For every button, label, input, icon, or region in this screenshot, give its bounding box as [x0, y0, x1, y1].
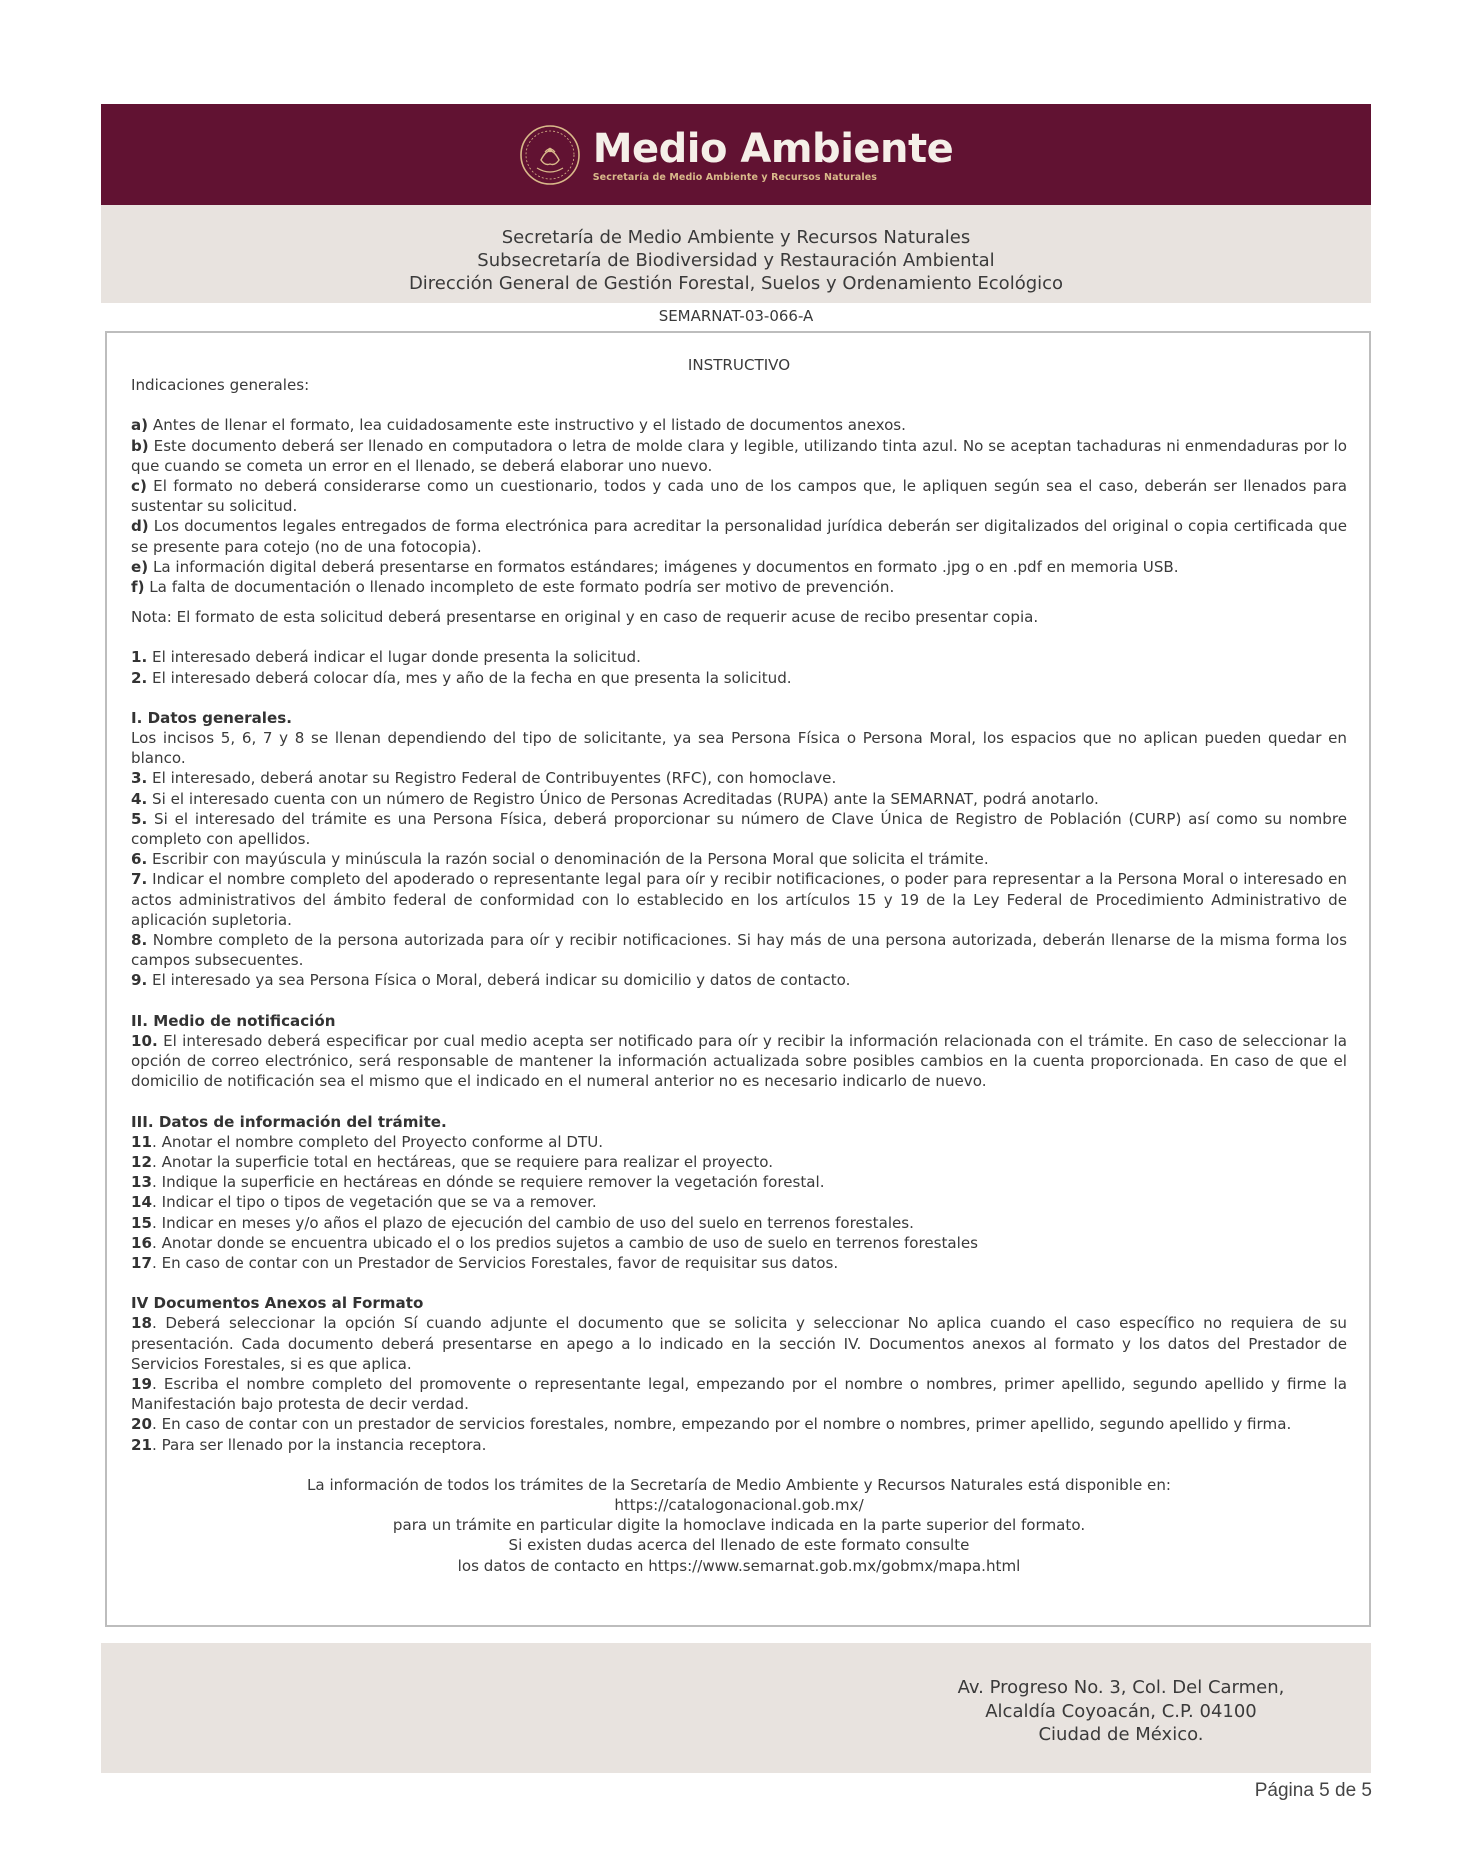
- list-item: 9. El interesado ya sea Persona Física o Moral, deberá indicar su domicilio y datos de contacto.: [131, 971, 851, 990]
- logo: [519, 124, 954, 186]
- national-seal-icon: [519, 124, 581, 186]
- list-item: b) Este documento deberá ser llenado en computadora o letra de molde clara y legible, utilizando tinta azul. No se aceptan tachaduras ni enmendaduras por lo que cuando se cometa un error en el llenado, se deberá elaborar uno nuevo.: [131, 436, 1347, 475]
- header-banner: [101, 104, 1371, 205]
- agency-line: Secretaría de Medio Ambiente y Recursos Naturales: [501, 227, 971, 248]
- section-intro: Los incisos 5, 6, 7 y 8 se llenan dependiendo del tipo de solicitante, ya sea Persona Física o Persona Moral, los espacios que no aplican pueden quedar en blanco.: [131, 729, 1347, 768]
- note: Nota: El formato de esta solicitud deberá presentarse en original y en caso de requerir acuse de recibo presentar copia.: [131, 608, 1039, 627]
- address-line: Av. Progreso No. 3, Col. Del Carmen,: [957, 1677, 1285, 1698]
- instructions-content: [131, 355, 1347, 1576]
- catalog-link[interactable]: https://catalogonacional.gob.mx/: [614, 1495, 864, 1514]
- instructions-box: [105, 331, 1371, 1627]
- list-item: 4. Si el interesado cuenta con un número de Registro Único de Personas Acreditadas (RUPA) ante la SEMARNAT, podrá anotarlo.: [131, 789, 1099, 808]
- footer-band: [101, 1643, 1371, 1773]
- address-line: Alcaldía Coyoacán, C.P. 04100: [985, 1700, 1257, 1722]
- list-item: 8. Nombre completo de la persona autorizada para oír y recibir notificaciones. Si hay más de una persona autorizada, deberán llenarse de la misma forma los campos subsecuentes.: [131, 931, 1347, 970]
- instructions-title: INSTRUCTIVO: [687, 356, 791, 374]
- agency-line: Subsecretaría de Biodiversidad y Restauración Ambiental: [477, 250, 995, 271]
- list-item: a) Antes de llenar el formato, lea cuidadosamente este instructivo y el listado de documentos anexos.: [131, 416, 906, 435]
- address-line: Ciudad de México.: [1038, 1724, 1204, 1745]
- brand-subtitle: Secretaría de Medio Ambiente y Recursos Naturales: [592, 171, 878, 183]
- list-item: 2. El interesado deberá colocar día, mes y año de la fecha en que presenta la solicitud.: [131, 668, 792, 687]
- list-item: 5. Si el interesado del trámite es una Persona Física, deberá proporcionar su número de Clave Única de Registro de Población (CURP) así como su nombre completo con apellidos.: [131, 809, 1347, 849]
- footer-address: [921, 1676, 1321, 1747]
- closing-line: para un trámite en particular digite la homoclave indicada en la parte superior del formato.: [392, 1516, 1086, 1535]
- closing-line: Si existen dudas acerca del llenado de este formato consulte: [508, 1536, 970, 1555]
- list-item: 14. Indicar el tipo o tipos de vegetación que se va a remover.: [131, 1193, 597, 1212]
- list-item: f) La falta de documentación o llenado incompleto de este formato podría ser motivo de prevención.: [131, 578, 895, 597]
- list-item: 6. Escribir con mayúscula y minúscula la razón social o denominación de la Persona Moral que solicita el trámite.: [131, 850, 989, 869]
- list-item: 16. Anotar donde se encuentra ubicado el o los predios sujetos a cambio de uso de suelo en terrenos forestales: [131, 1233, 979, 1252]
- list-item: 11. Anotar el nombre completo del Proyecto conforme al DTU.: [131, 1132, 604, 1151]
- section-heading: IV Documentos Anexos al Formato: [131, 1294, 424, 1313]
- contact-link[interactable]: los datos de contacto en https://www.semarnat.gob.mx/gobmx/mapa.html: [457, 1556, 1021, 1575]
- list-item: d) Los documentos legales entregados de forma electrónica para acreditar la personalidad jurídica deberán ser digitalizados del original o copia certificada que se presente para cotejo (no de una fotocopia).: [131, 517, 1347, 556]
- agency-header: [101, 205, 1371, 303]
- list-item: 17. En caso de contar con un Prestador de Servicios Forestales, favor de requisitar sus datos.: [131, 1253, 839, 1272]
- page-number: Página 5 de 5: [1254, 1780, 1372, 1801]
- list-item: 13. Indique la superficie en hectáreas en dónde se requiere remover la vegetación forestal.: [131, 1173, 825, 1192]
- list-item: 12. Anotar la superficie total en hectáreas, que se requiere para realizar el proyecto.: [131, 1152, 774, 1171]
- list-item: 7. Indicar el nombre completo del apoderado o representante legal para oír y recibir notificaciones, o poder para representar a la Persona Moral o interesado en actos administrativos del ámbito federal de conformidad con lo establecido en los artículos 15 y 19 de la Ley Federal de Procedimiento Administrativo de aplicación supletoria.: [131, 870, 1347, 929]
- list-item: 10. El interesado deberá especificar por cual medio acepta ser notificado para oír y recibir la información relacionada con el trámite. En caso de seleccionar la opción de correo electrónico, será responsable de mantener la información actualizada sobre posibles cambios en la cuenta proporcionada. En caso de que el domicilio de notificación sea el mismo que el indicado en el numeral anterior no es necesario indicarlo de nuevo.: [131, 1031, 1347, 1091]
- agency-line: Dirección General de Gestión Forestal, Suelos y Ordenamiento Ecológico: [408, 273, 1064, 294]
- section-heading: II. Medio de notificación: [131, 1011, 336, 1030]
- section-heading: I. Datos generales.: [131, 708, 292, 727]
- list-item: 21. Para ser llenado por la instancia receptora.: [131, 1435, 487, 1454]
- list-item: 3. El interesado, deberá anotar su Registro Federal de Contribuyentes (RFC), con homoclave.: [131, 769, 837, 788]
- list-item: c) El formato no deberá considerarse como un cuestionario, todos y cada uno de los campos que, le apliquen según sea el caso, deberán ser llenados para sustentar su solicitud.: [131, 477, 1347, 516]
- brand-name: Medio Ambiente: [592, 125, 954, 172]
- list-item: 20. En caso de contar con un prestador de servicios forestales, nombre, empezando por el nombre o nombres, primer apellido, segundo apellido y firma.: [131, 1415, 1292, 1434]
- list-item: 19. Escriba el nombre completo del promovente o representante legal, empezando por el nombre o nombres, primer apellido, segundo apellido y firme la Manifestación bajo protesta de decir verdad.: [131, 1374, 1347, 1414]
- list-item: 1. El interesado deberá indicar el lugar donde presenta la solicitud.: [131, 648, 641, 667]
- general-intro: Indicaciones generales:: [131, 376, 310, 395]
- closing-line: La información de todos los trámites de la Secretaría de Medio Ambiente y Recursos Naturales está disponible en:: [307, 1475, 1171, 1494]
- list-item: e) La información digital deberá presentarse en formatos estándares; imágenes y documentos en formato .jpg o en .pdf en memoria USB.: [131, 557, 1179, 576]
- list-item: 18. Deberá seleccionar la opción Sí cuando adjunte el documento que se solicita y seleccionar No aplica cuando el caso específico no requiera de su presentación. Cada documento deberá presentarse en apego a lo indicado en la sección IV. Documentos anexos al formato y los datos del Prestador de Servicios Forestales, si es que aplica.: [131, 1314, 1347, 1373]
- list-item: 15. Indicar en meses y/o años el plazo de ejecución del cambio de uso del suelo en terrenos forestales.: [131, 1213, 914, 1232]
- section-heading: III. Datos de información del trámite.: [131, 1112, 447, 1131]
- homoclave: SEMARNAT-03-066-A: [658, 307, 814, 325]
